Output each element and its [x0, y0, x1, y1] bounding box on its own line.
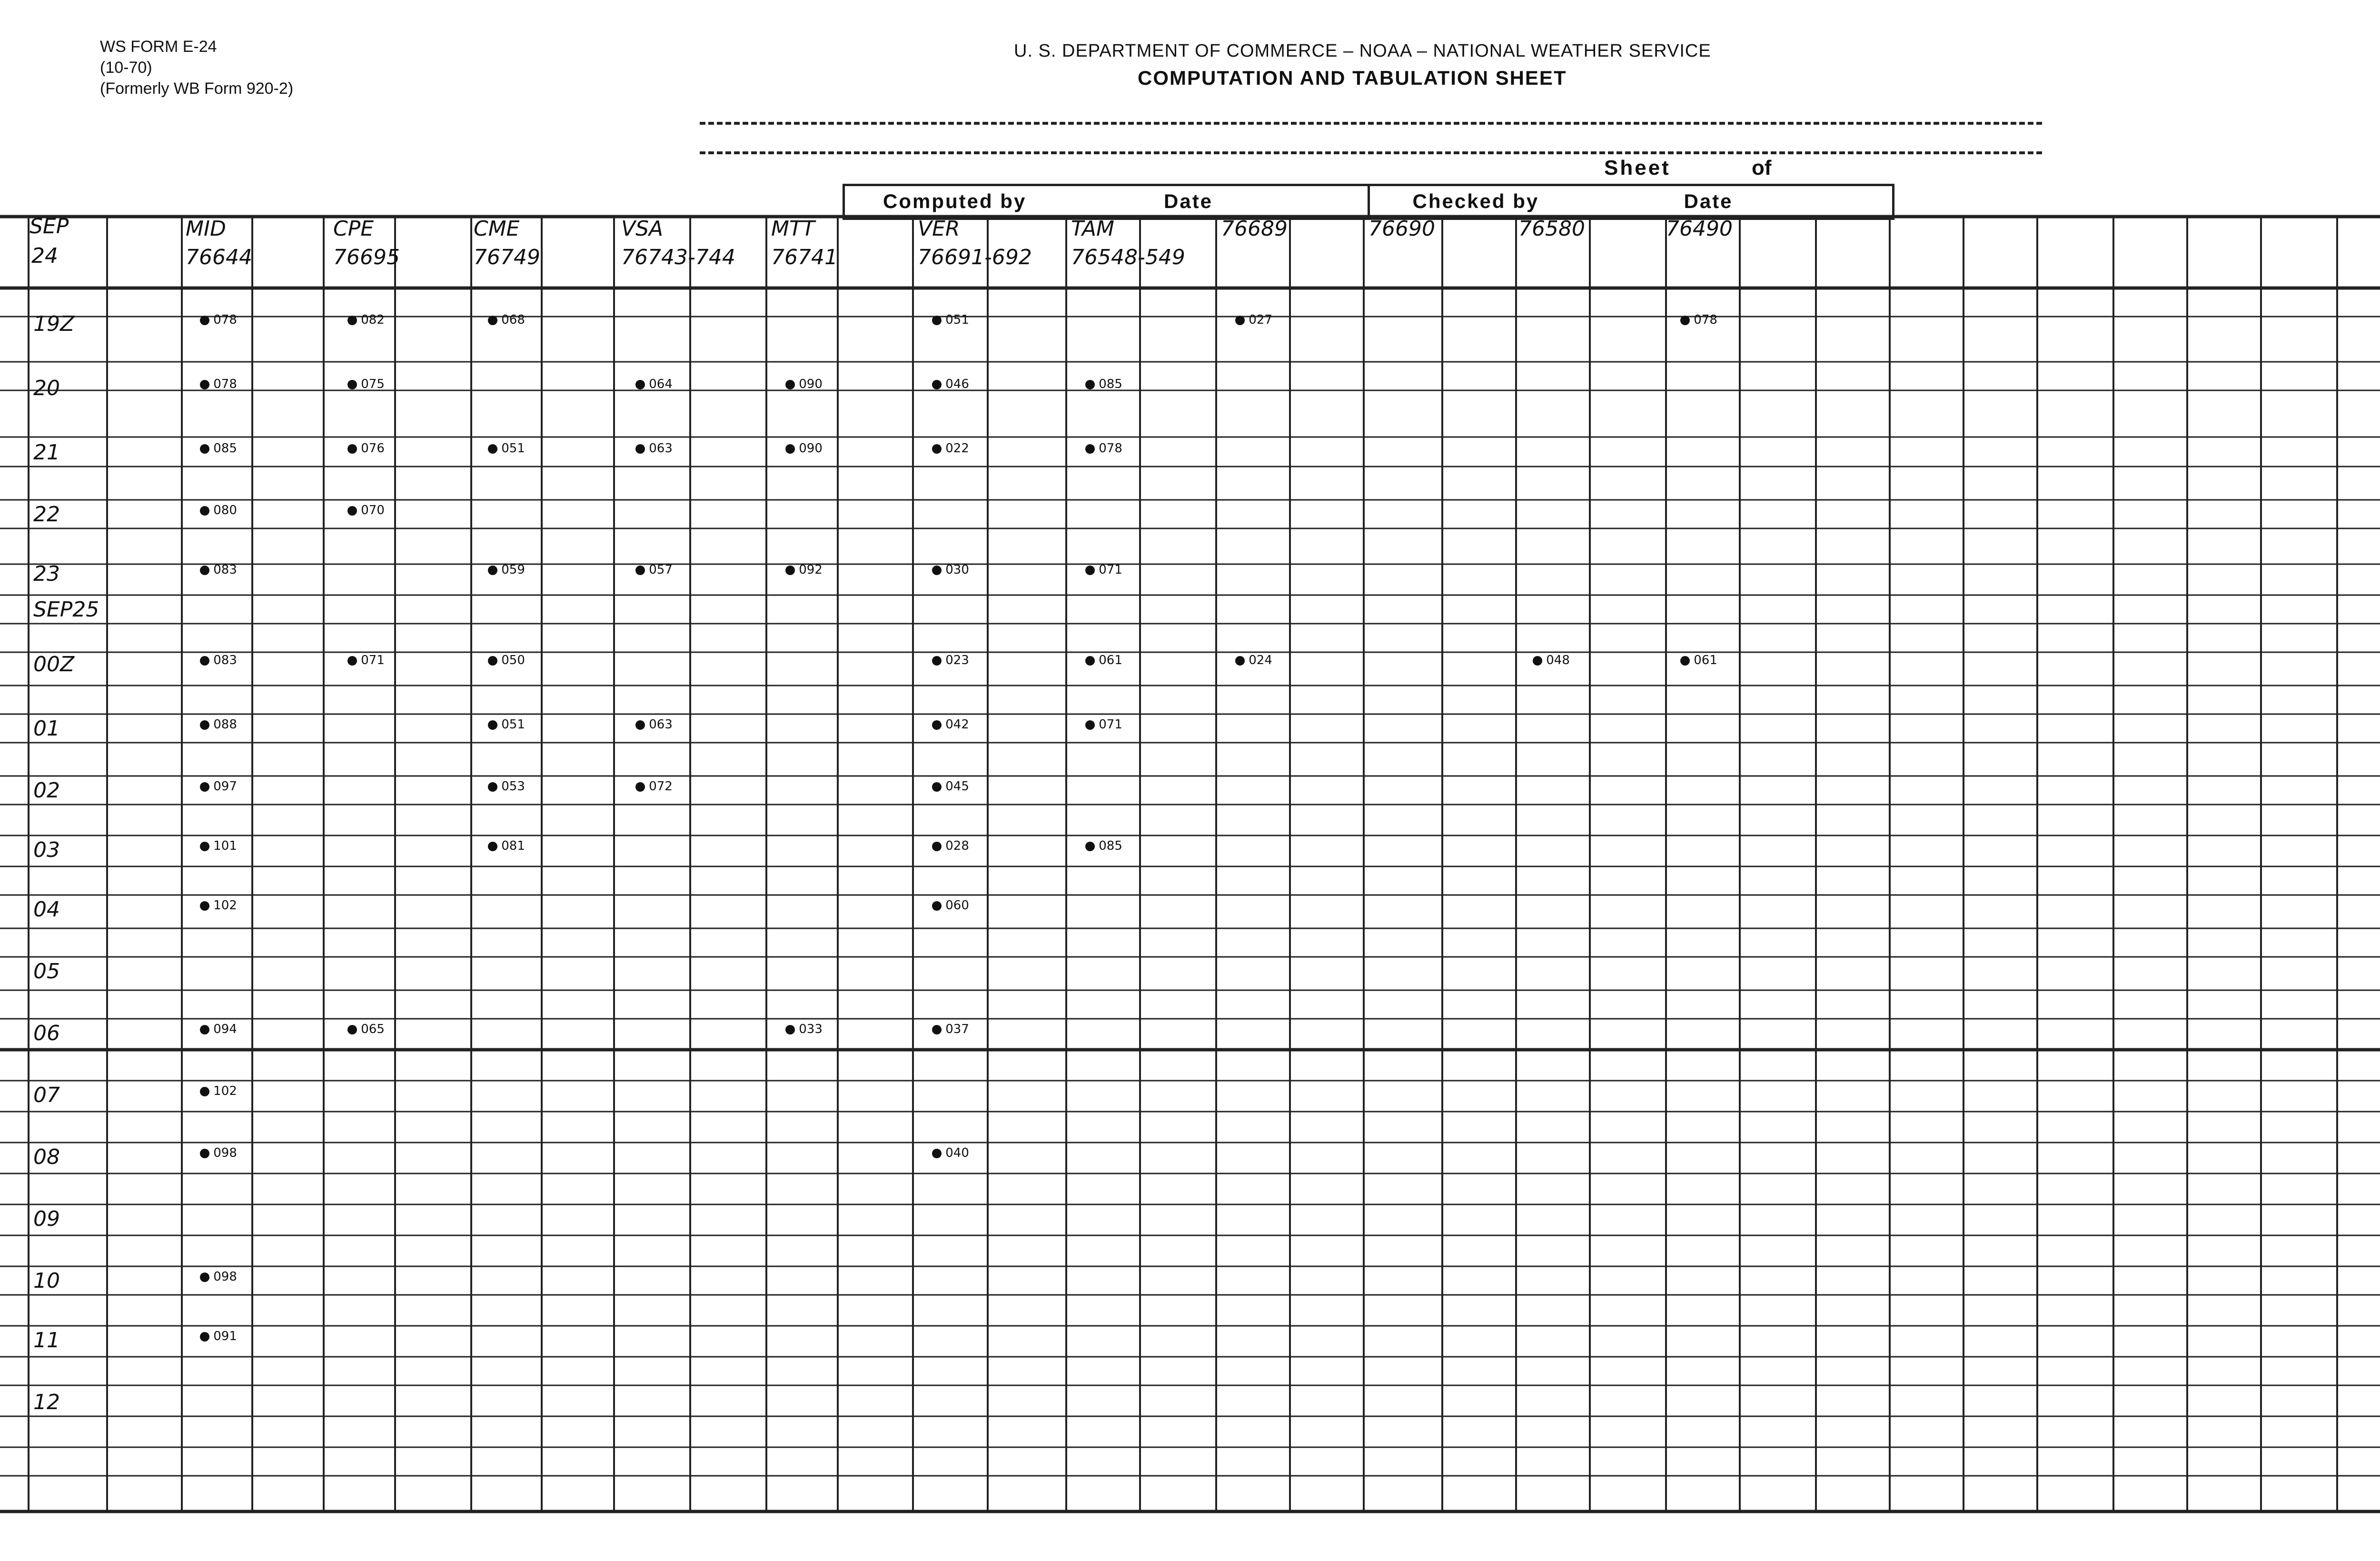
station-observation	[200, 503, 237, 517]
station-observation	[932, 1146, 969, 1160]
station-dot-icon	[347, 1025, 357, 1034]
station-observation	[488, 441, 525, 456]
station-observation	[932, 563, 969, 577]
row-time-label: 20	[33, 376, 60, 400]
station-observation	[635, 779, 673, 794]
observation-value: 076	[357, 441, 385, 456]
station-observation	[1085, 653, 1122, 667]
agency-name: U. S. DEPARTMENT OF COMMERCE – NOAA – NATIONAL WEATHER SERVICE	[1014, 41, 1711, 61]
station-dot-icon	[1085, 444, 1095, 454]
observation-value: 051	[497, 441, 525, 456]
observation-value: 063	[645, 717, 673, 732]
station-dot-icon	[200, 566, 209, 575]
column-station-name: MID	[186, 217, 226, 241]
observation-value: 059	[497, 563, 525, 577]
observation-value: 051	[497, 717, 525, 732]
observation-value: 085	[209, 441, 237, 456]
column-station-name: TAM	[1071, 217, 1114, 241]
station-observation	[200, 839, 237, 853]
station-dot-icon	[635, 782, 645, 792]
row-time-label: 12	[33, 1390, 60, 1414]
observation-value: 083	[209, 563, 237, 577]
station-dot-icon	[200, 444, 209, 454]
station-observation	[488, 839, 525, 853]
station-observation	[635, 717, 673, 732]
sheet-label: Sheet	[1604, 156, 1671, 179]
row-time-label: 08	[33, 1145, 60, 1169]
observation-value: 094	[209, 1022, 237, 1036]
observation-value: 045	[942, 779, 969, 794]
observation-value: 050	[497, 653, 525, 667]
observation-value: 078	[209, 377, 237, 391]
station-dot-icon	[488, 842, 497, 851]
station-dot-icon	[200, 1025, 209, 1034]
row-time-label: 23	[33, 562, 60, 586]
station-dot-icon	[347, 380, 357, 389]
station-observation	[200, 313, 237, 327]
station-observation	[488, 779, 525, 794]
row-time-label: 22	[33, 502, 60, 527]
observation-value: 023	[942, 653, 969, 667]
observation-value: 057	[645, 563, 673, 577]
station-observation	[932, 313, 969, 327]
station-observation	[200, 898, 237, 913]
station-dot-icon	[488, 316, 497, 325]
station-dot-icon	[932, 1025, 942, 1034]
row-time-label: 03	[33, 838, 60, 862]
station-dot-icon	[1085, 380, 1095, 389]
checked-by-label: Checked by	[1412, 190, 1539, 212]
station-observation	[932, 441, 969, 456]
observation-value: 040	[942, 1146, 969, 1160]
station-dot-icon	[347, 444, 357, 454]
station-observation	[200, 1270, 237, 1284]
station-observation	[932, 779, 969, 794]
station-observation	[347, 441, 385, 456]
station-dot-icon	[200, 720, 209, 730]
station-observation	[347, 653, 385, 667]
column-station-id: 76580	[1518, 217, 1585, 241]
column-station-name: VSA	[621, 217, 664, 241]
station-observation	[200, 1022, 237, 1036]
station-observation	[347, 503, 385, 517]
station-observation	[1235, 653, 1272, 667]
observation-value: 078	[1095, 441, 1122, 456]
station-dot-icon	[932, 1149, 942, 1158]
station-observation	[1680, 653, 1717, 667]
observation-value: 085	[1095, 377, 1122, 391]
computed-by-label: Computed by	[883, 190, 1027, 212]
station-dot-icon	[1680, 656, 1690, 666]
sheet-title: COMPUTATION AND TABULATION SHEET	[1138, 67, 1567, 89]
station-dot-icon	[932, 782, 942, 792]
observation-value: 042	[942, 717, 969, 732]
station-dot-icon	[1680, 316, 1690, 325]
observation-value: 033	[795, 1022, 823, 1036]
header-day: 24	[31, 244, 58, 268]
station-dot-icon	[785, 566, 795, 575]
observation-value: 098	[209, 1146, 237, 1160]
station-dot-icon	[200, 842, 209, 851]
station-dot-icon	[488, 782, 497, 792]
station-observation	[785, 1022, 823, 1036]
station-dot-icon	[635, 380, 645, 389]
station-observation	[1085, 717, 1122, 732]
column-station-id: 76644	[186, 245, 252, 269]
station-observation	[1085, 441, 1122, 456]
station-observation	[200, 717, 237, 732]
station-dot-icon	[200, 1149, 209, 1158]
station-dot-icon	[200, 380, 209, 389]
observation-value: 022	[942, 441, 969, 456]
observation-value: 028	[942, 839, 969, 853]
station-observation	[347, 377, 385, 391]
column-station-id: 76741	[771, 245, 838, 269]
station-dot-icon	[1085, 566, 1095, 575]
station-dot-icon	[932, 656, 942, 666]
row-time-label: 19Z	[33, 312, 75, 336]
observation-value: 097	[209, 779, 237, 794]
station-observation	[200, 563, 237, 577]
observation-value: 088	[209, 717, 237, 732]
station-dot-icon	[488, 444, 497, 454]
header-month: SEP	[30, 214, 69, 239]
station-observation	[347, 1022, 385, 1036]
station-observation	[200, 377, 237, 391]
station-observation	[488, 563, 525, 577]
column-station-id: 76749	[474, 245, 540, 269]
observation-value: 091	[209, 1329, 237, 1343]
observation-value: 072	[645, 779, 673, 794]
station-dot-icon	[785, 444, 795, 454]
station-dot-icon	[488, 720, 497, 730]
observation-value: 037	[942, 1022, 969, 1036]
station-dot-icon	[347, 506, 357, 516]
observation-value: 060	[942, 898, 969, 913]
station-dot-icon	[200, 1087, 209, 1096]
station-observation	[200, 1329, 237, 1343]
station-dot-icon	[932, 566, 942, 575]
station-observation	[932, 839, 969, 853]
station-dot-icon	[488, 566, 497, 575]
observation-value: 083	[209, 653, 237, 667]
form-formerly: (Formerly WB Form 920-2)	[100, 80, 294, 98]
station-observation	[200, 653, 237, 667]
station-observation	[932, 898, 969, 913]
station-observation	[488, 313, 525, 327]
station-dot-icon	[635, 566, 645, 575]
observation-value: 061	[1095, 653, 1122, 667]
station-dot-icon	[1235, 656, 1245, 666]
checked-date-label: Date	[1684, 190, 1733, 212]
station-dot-icon	[932, 720, 942, 730]
station-observation	[200, 441, 237, 456]
column-station-id: 76689	[1221, 217, 1288, 241]
column-station-name: MTT	[771, 217, 815, 241]
column-station-id: 76490	[1666, 217, 1733, 241]
station-dot-icon	[488, 656, 497, 666]
station-dot-icon	[1235, 316, 1245, 325]
station-dot-icon	[932, 901, 942, 911]
station-observation	[1085, 563, 1122, 577]
row-time-label: 21	[33, 440, 60, 465]
observation-value: 102	[209, 898, 237, 913]
observation-value: 075	[357, 377, 385, 391]
form-revision: (10-70)	[100, 59, 152, 77]
station-observation	[488, 653, 525, 667]
observation-value: 071	[357, 653, 385, 667]
observation-value: 098	[209, 1270, 237, 1284]
station-dot-icon	[200, 316, 209, 325]
column-station-id: 76691-692	[918, 245, 1032, 269]
row-time-label: 11	[33, 1328, 60, 1352]
sheet-of-label: of	[1752, 156, 1772, 179]
station-observation	[1533, 653, 1570, 667]
row-time-label: 06	[33, 1021, 60, 1045]
station-dot-icon	[1085, 656, 1095, 666]
observation-value: 046	[942, 377, 969, 391]
observation-value: 090	[795, 377, 823, 391]
station-observation	[932, 377, 969, 391]
station-dot-icon	[932, 316, 942, 325]
station-observation	[1085, 839, 1122, 853]
row-time-label: 09	[33, 1207, 60, 1231]
observation-value: 082	[357, 313, 385, 327]
station-observation	[785, 377, 823, 391]
observation-value: 061	[1690, 653, 1717, 667]
station-dot-icon	[200, 506, 209, 516]
station-observation	[1235, 313, 1272, 327]
station-dot-icon	[785, 380, 795, 389]
observation-value: 101	[209, 839, 237, 853]
station-dot-icon	[635, 720, 645, 730]
row-time-label: 04	[33, 897, 60, 922]
station-dot-icon	[1085, 842, 1095, 851]
computed-date-label: Date	[1164, 190, 1213, 212]
station-observation	[635, 563, 673, 577]
row-time-label: 10	[33, 1269, 60, 1293]
column-station-name: VER	[918, 217, 960, 241]
observation-value: 071	[1095, 563, 1122, 577]
observation-value: 078	[209, 313, 237, 327]
row-time-label: 05	[33, 959, 60, 984]
observation-value: 102	[209, 1084, 237, 1098]
column-station-id: 76548-549	[1071, 245, 1185, 269]
row-time-label: SEP25	[33, 597, 99, 622]
row-time-label: 00Z	[33, 652, 75, 676]
station-dot-icon	[200, 782, 209, 792]
station-observation	[932, 653, 969, 667]
observation-value: 092	[795, 563, 823, 577]
observation-value: 080	[209, 503, 237, 517]
station-observation	[347, 313, 385, 327]
observation-value: 030	[942, 563, 969, 577]
column-station-id: 76695	[333, 245, 400, 269]
column-station-name: CPE	[333, 217, 374, 241]
station-observation	[200, 779, 237, 794]
column-station-name: CME	[474, 217, 520, 241]
station-observation	[932, 1022, 969, 1036]
station-dot-icon	[347, 316, 357, 325]
station-observation	[200, 1146, 237, 1160]
station-dot-icon	[932, 444, 942, 454]
column-station-id: 76690	[1368, 217, 1435, 241]
observation-value: 048	[1542, 653, 1570, 667]
station-dot-icon	[200, 1332, 209, 1342]
station-dot-icon	[932, 380, 942, 389]
station-observation	[785, 563, 823, 577]
observation-value: 081	[497, 839, 525, 853]
observation-value: 090	[795, 441, 823, 456]
observation-value: 027	[1245, 313, 1272, 327]
observation-value: 063	[645, 441, 673, 456]
observation-value: 071	[1095, 717, 1122, 732]
observation-value: 051	[942, 313, 969, 327]
form-number: WS FORM E-24	[100, 38, 217, 56]
station-observation	[635, 441, 673, 456]
station-dot-icon	[1533, 656, 1542, 666]
station-observation	[932, 717, 969, 732]
observation-value: 068	[497, 313, 525, 327]
row-time-label: 01	[33, 716, 60, 741]
station-dot-icon	[1085, 720, 1095, 730]
station-observation	[785, 441, 823, 456]
station-dot-icon	[200, 1273, 209, 1282]
station-dot-icon	[635, 444, 645, 454]
station-observation	[1680, 313, 1717, 327]
row-time-label: 07	[33, 1083, 60, 1107]
station-observation	[1085, 377, 1122, 391]
station-dot-icon	[347, 656, 357, 666]
station-dot-icon	[200, 901, 209, 911]
observation-value: 053	[497, 779, 525, 794]
column-station-id: 76743-744	[621, 245, 735, 269]
station-observation	[200, 1084, 237, 1098]
observation-value: 078	[1690, 313, 1717, 327]
observation-value: 070	[357, 503, 385, 517]
observation-value: 024	[1245, 653, 1272, 667]
observation-value: 065	[357, 1022, 385, 1036]
station-observation	[635, 377, 673, 391]
row-time-label: 02	[33, 778, 60, 803]
observation-value: 085	[1095, 839, 1122, 853]
station-dot-icon	[200, 656, 209, 666]
station-dot-icon	[932, 842, 942, 851]
station-observation	[488, 717, 525, 732]
station-dot-icon	[785, 1025, 795, 1034]
observation-value: 064	[645, 377, 673, 391]
